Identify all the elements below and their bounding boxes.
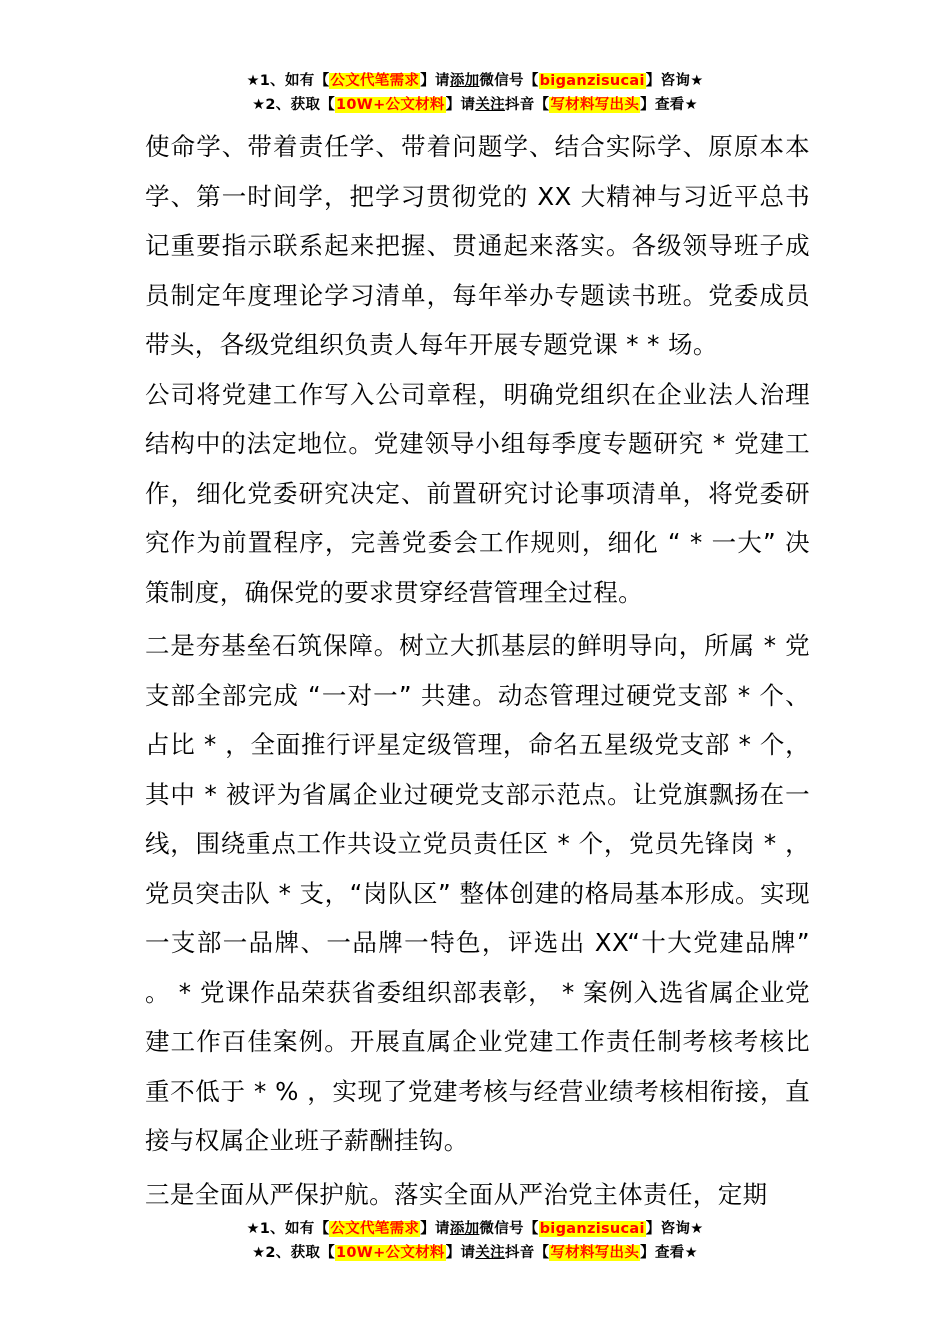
paragraph: 三是全面从严保护航。落实全面从严治党主体责任，定期: [145, 1179, 768, 1209]
highlight-service: 公文代笔需求: [330, 1221, 420, 1237]
highlight-materials: 10W+公文材料: [336, 1245, 445, 1261]
banner-line-1: [0, 1217, 950, 1241]
banner-text: 】咨询: [645, 1221, 691, 1237]
top-banner: [0, 69, 950, 117]
star-icon: ★: [684, 97, 698, 113]
document-body: [145, 122, 810, 1219]
banner-text: 】请: [420, 1221, 450, 1237]
banner-emphasis: 关注: [475, 97, 505, 113]
banner-line-2: [0, 1241, 950, 1265]
paragraph: 公司将党建工作写入公司章程，明确党组织在企业法人治理结构中的法定地位。党建领导小组每季度专题研究 * 党建工作，细化党委研究决定、前置研究讨论事项清单，将党委研究作为前置程序，完善党委会工作规则，细化 “ * 一大” 决策制度，确保党的要求贯穿经营管理全过程。: [145, 379, 810, 607]
highlight-wechat-id: biganzisucai: [539, 73, 645, 89]
banner-text: 】请: [445, 97, 476, 113]
banner-emphasis: 添加: [449, 1221, 480, 1237]
paragraph: 使命学、带着责任学、带着问题学、结合实际学、原原本本学、第一时间学，把学习贯彻党的 XX 大精神与习近平总书记重要指示联系起来把握、贯通起来落实。各级领导班子成员制定年度理论学习清单，每年举办专题读书班。党委成员带头，各级党组织负责人每年开展专题党课 * * 场。: [145, 132, 810, 359]
banner-text: 1、如有【: [259, 1221, 330, 1237]
highlight-service: 公文代笔需求: [330, 73, 420, 89]
banner-emphasis: 添加: [449, 73, 480, 89]
banner-text: 1、如有【: [259, 73, 330, 89]
banner-emphasis: 关注: [475, 1245, 505, 1261]
banner-text: 2、获取【: [265, 97, 335, 113]
highlight-materials: 10W+公文材料: [336, 97, 445, 113]
banner-text: 微信号【: [479, 1221, 539, 1237]
banner-text: 抖音【: [504, 1245, 550, 1261]
banner-text: 抖音【: [504, 97, 550, 113]
star-icon: ★: [690, 1221, 704, 1237]
banner-text: 微信号【: [479, 73, 539, 89]
paragraph: 二是夯基垒石筑保障。树立大抓基层的鲜明导向，所属 * 党支部全部完成 “一对一” 共建。动态管理过硬党支部 * 个、占比 * ，全面推行评星定级管理，命名五星级党支部 * 个，其中 * 被评为省属企业过硬党支部示范点。让党旗飘扬在一线，围绕重点工作共设立党员责任区 * 个，党员先锋岗 * ，党员突击队 * 支，“岗队区” 整体创建的格局基本形成。实现一支部一品牌、一品牌一特色，评选出 XX“十大党建品牌” 。 * 党课作品荣获省委组织部表彰， * 案例入选省属企业党建工作百佳案例。开展直属企业党建工作责任制考核考核比重不低于 * % ，实现了党建考核与经营业绩考核相衔接，直接与权属企业班子薪酬挂钩。: [145, 631, 810, 1155]
banner-text: 】咨询: [645, 73, 691, 89]
banner-text: 】查看: [640, 1245, 685, 1261]
banner-text: 】请: [445, 1245, 476, 1261]
star-icon: ★: [246, 1221, 260, 1237]
star-icon: ★: [252, 97, 266, 113]
banner-text: 】请: [420, 73, 450, 89]
star-icon: ★: [684, 1245, 698, 1261]
highlight-douyin: 写材料写出头: [550, 1245, 640, 1261]
banner-line-2: [0, 93, 950, 117]
banner-text: 】查看: [640, 97, 685, 113]
star-icon: ★: [252, 1245, 266, 1261]
banner-line-1: [0, 69, 950, 93]
highlight-wechat-id: biganzisucai: [539, 1221, 645, 1237]
highlight-douyin: 写材料写出头: [550, 97, 640, 113]
bottom-banner: [0, 1217, 950, 1265]
banner-text: 2、获取【: [265, 1245, 335, 1261]
star-icon: ★: [690, 73, 704, 89]
star-icon: ★: [246, 73, 260, 89]
